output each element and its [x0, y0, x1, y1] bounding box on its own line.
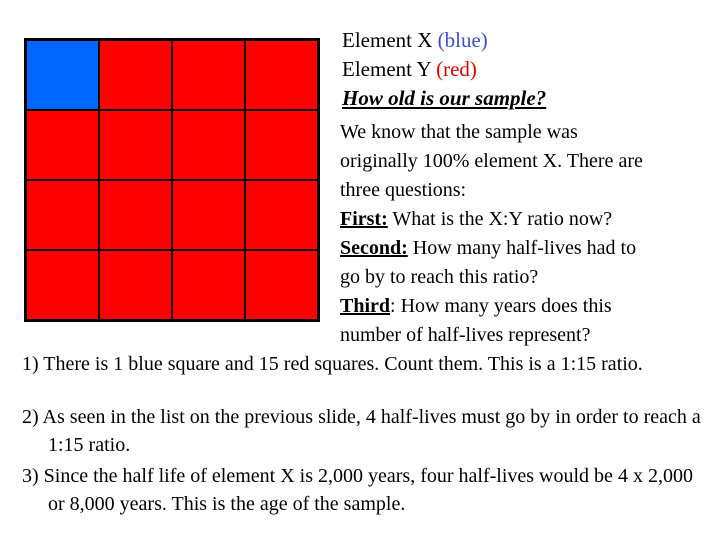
- legend-x-label: Element X: [342, 28, 438, 52]
- red-square: [172, 180, 245, 250]
- red-square: [26, 250, 99, 320]
- question-third-label: Third: [340, 295, 391, 317]
- legend-y-label: Element Y: [342, 57, 437, 81]
- red-square: [245, 180, 318, 250]
- question-first-label: First:: [340, 208, 388, 230]
- intro-line: three questions:: [340, 179, 467, 201]
- question-second-cont: go by to reach this ratio?: [340, 266, 539, 288]
- question-heading: How old is our sample?: [342, 86, 547, 110]
- legend-x-color: (blue): [437, 28, 488, 52]
- red-square: [99, 40, 172, 110]
- question-third: [340, 292, 712, 321]
- question-first: [340, 205, 712, 234]
- red-square: [245, 250, 318, 320]
- question-third-cont: number of half-lives represent?: [340, 324, 591, 346]
- answer-1: 1) There is 1 blue square and 15 red squares. Count them. This is a 1:15 ratio.: [22, 353, 643, 375]
- red-square: [172, 110, 245, 180]
- question-first-text: What is the X:Y ratio now?: [387, 208, 613, 230]
- answer-3: 3) Since the half life of element X is 2,000 years, four half-lives would be 4 x 2,000 or 8,000 years. This is the age of the sample.: [22, 465, 693, 515]
- red-square: [245, 40, 318, 110]
- red-square: [245, 110, 318, 180]
- legend-element-y: [342, 57, 477, 82]
- question-second: [340, 234, 712, 263]
- intro-line: originally 100% element X. There are: [340, 150, 643, 172]
- red-square: [99, 110, 172, 180]
- question-third-text: : How many years does this: [390, 295, 612, 317]
- red-square: [26, 110, 99, 180]
- red-square: [99, 250, 172, 320]
- sample-grid: [24, 38, 320, 322]
- legend-y-color: (red): [436, 57, 477, 81]
- red-square: [172, 250, 245, 320]
- question-second-label: Second:: [340, 237, 408, 259]
- red-square: [99, 180, 172, 250]
- intro-text: [340, 118, 712, 350]
- intro-line: We know that the sample was: [340, 121, 578, 143]
- question-second-text: How many half-lives had to: [407, 237, 637, 259]
- answer-2: 2) As seen in the list on the previous slide, 4 half-lives must go by in order to reach a 1:15 ratio.: [22, 406, 701, 456]
- red-square: [26, 180, 99, 250]
- legend-element-x: [342, 28, 488, 53]
- red-square: [172, 40, 245, 110]
- blue-square: [26, 40, 99, 110]
